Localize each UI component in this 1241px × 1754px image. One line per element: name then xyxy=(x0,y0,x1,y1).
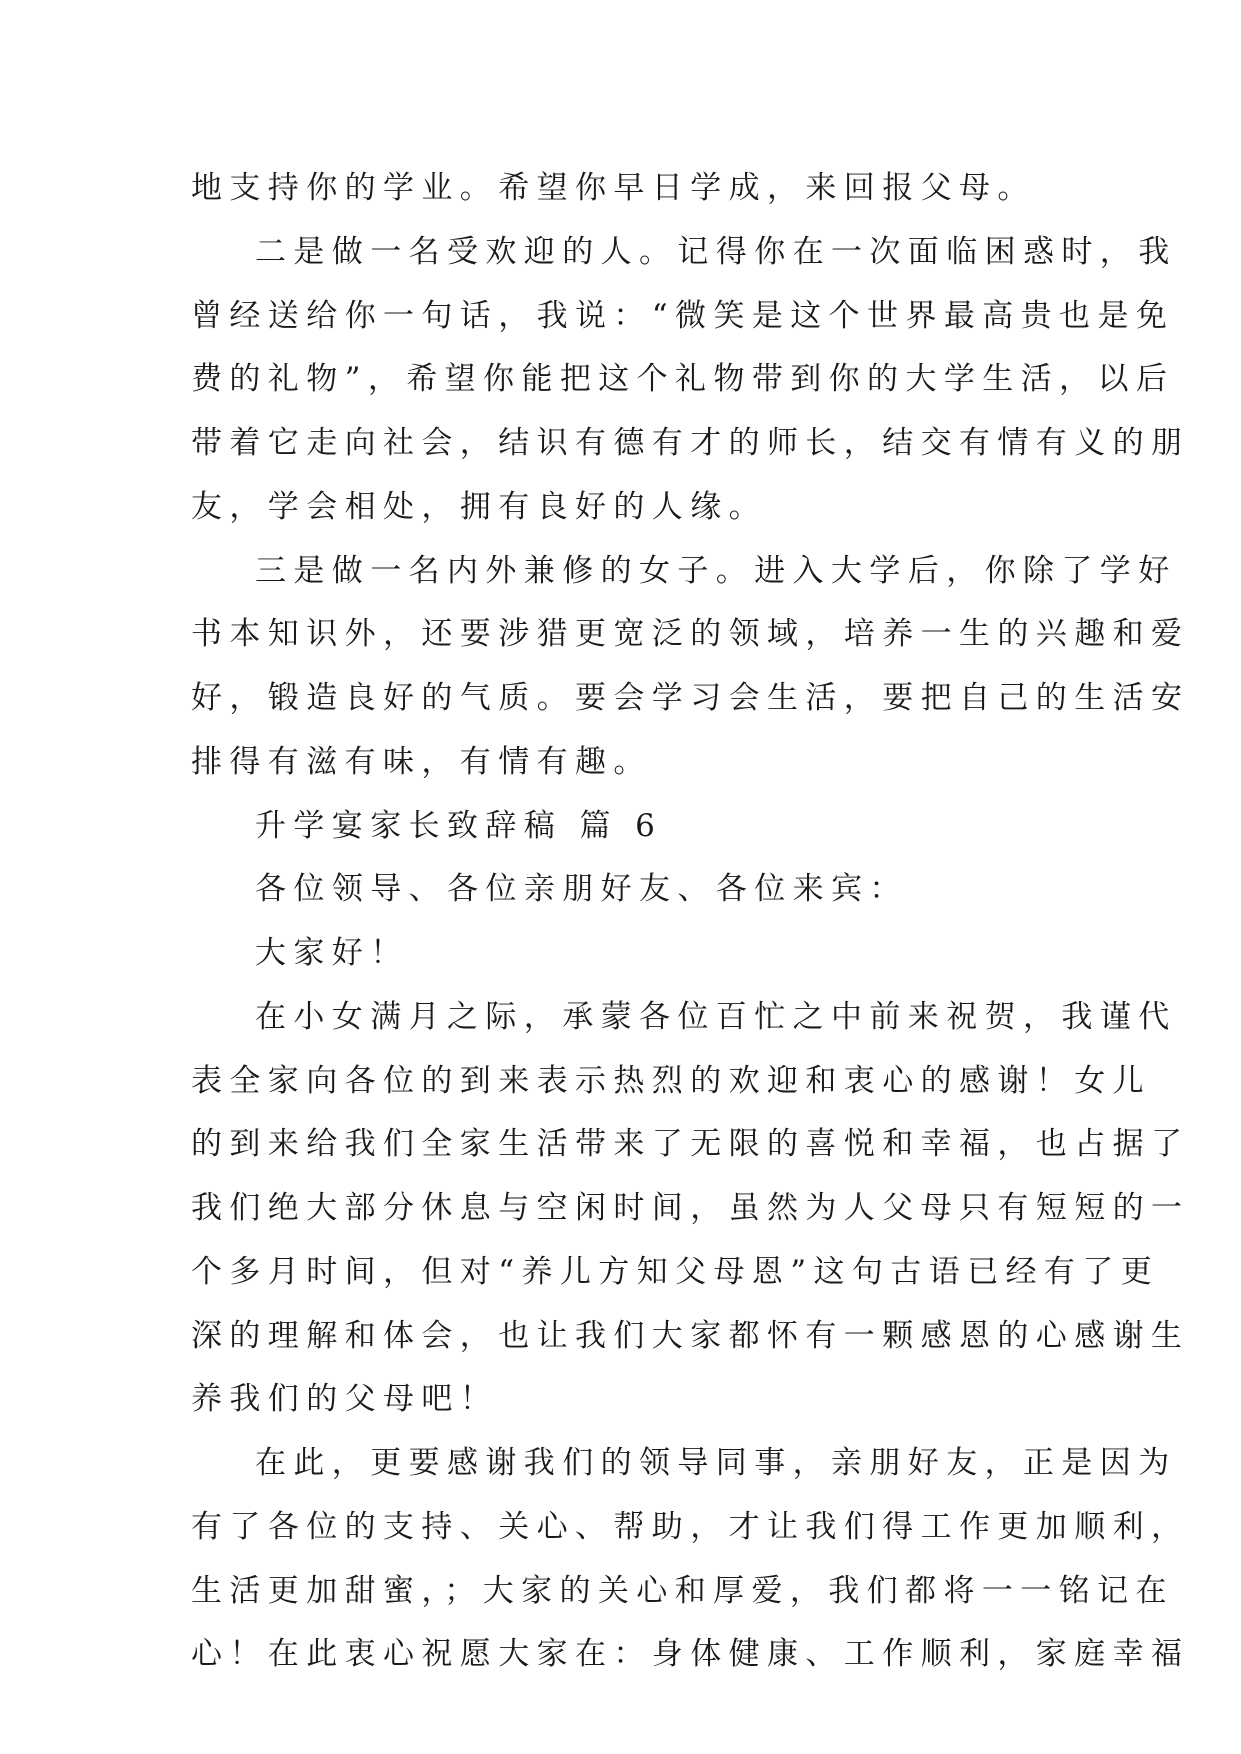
text-line: 个多月时间，但对“养儿方知父母恩”这句古语已经有了更 xyxy=(191,1253,1160,1290)
text-line: 好，锻造良好的气质。要会学习会生活，要把自己的生活安 xyxy=(191,680,1190,716)
text-line: 深的理解和体会，也让我们大家都怀有一颗感恩的心感谢生 xyxy=(191,1317,1190,1354)
text-line: 带着它走向社会，结识有德有才的师长，结交有情有义的朋 xyxy=(191,425,1190,461)
text-line: 升学宴家长致辞稿 篇 6 xyxy=(255,807,663,844)
text-line: 心！在此衷心祝愿大家在：身体健康、工作顺利，家庭幸福 xyxy=(191,1636,1190,1673)
text-line: 书本知识外，还要涉猎更宽泛的领域，培养一生的兴趣和爱 xyxy=(191,616,1190,653)
document-body xyxy=(191,157,1190,1687)
text-line: 费的礼物”，希望你能把这个礼物带到你的大学生活，以后 xyxy=(191,361,1175,398)
text-line: 在小女满月之际，承蒙各位百忙之中前来祝贺，我谨代 xyxy=(255,998,1177,1035)
text-line: 各位领导、各位亲朋好友、各位来宾： xyxy=(255,871,908,908)
text-line: 二是做一名受欢迎的人。记得你在一次面临困惑时，我 xyxy=(255,233,1177,270)
text-line: 三是做一名内外兼修的女子。进入大学后，你除了学好 xyxy=(255,552,1177,589)
text-line: 地支持你的学业。希望你早日学成，来回报父母。 xyxy=(191,170,1036,206)
text-line: 的到来给我们全家生活带来了无限的喜悦和幸福，也占据了 xyxy=(191,1126,1190,1163)
text-line: 生活更加甜蜜，；大家的关心和厚爱，我们都将一一铭记在 xyxy=(191,1572,1174,1609)
text-line: 有了各位的支持、关心、帮助，才让我们得工作更加顺利， xyxy=(191,1508,1190,1545)
text-line: 表全家向各位的到来表示热烈的欢迎和衷心的感谢！女儿 xyxy=(191,1062,1151,1099)
text-line: 曾经送给你一句话，我说：“微笑是这个世界最高贵也是免 xyxy=(191,297,1175,334)
text-line: 排得有滋有味，有情有趣。 xyxy=(191,743,652,780)
text-line: 在此，更要感谢我们的领导同事，亲朋好友，正是因为 xyxy=(255,1445,1177,1481)
text-line: 我们绝大部分休息与空闲时间，虽然为人父母只有短短的一 xyxy=(191,1190,1190,1226)
text-line: 养我们的父母吧！ xyxy=(191,1381,499,1418)
text-line: 友，学会相处，拥有良好的人缘。 xyxy=(191,488,767,525)
text-line: 大家好！ xyxy=(255,935,409,971)
